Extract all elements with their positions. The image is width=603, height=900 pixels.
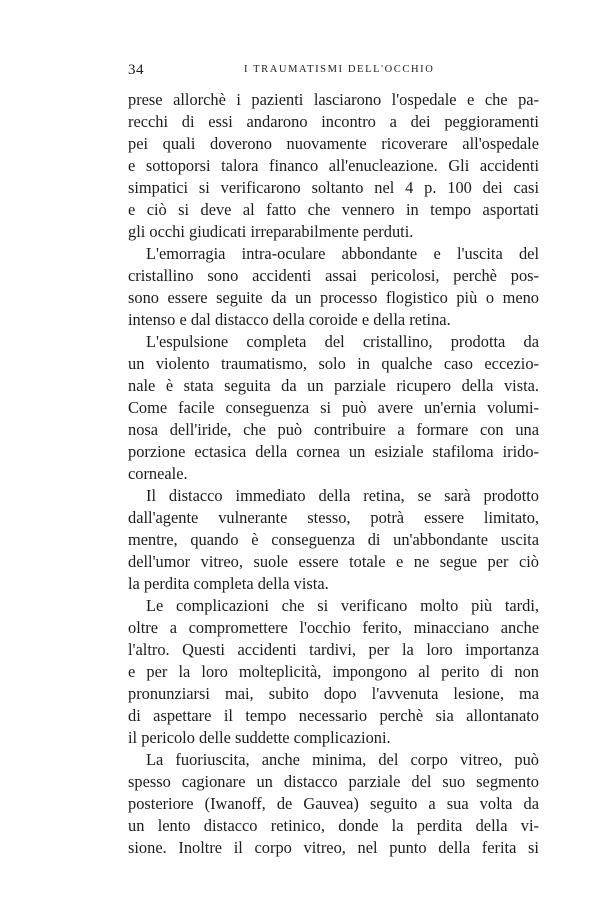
body-text <box>128 89 539 859</box>
text-line: La fuoriuscita, anche minima, del corpo vitreo, può <box>146 750 539 769</box>
text-line: Il distacco immediato della retina, se sarà prodotto <box>146 486 539 505</box>
text-line: pei quali doverono nuovamente ricoverare all'ospedale <box>128 134 539 153</box>
text-line: Come facile conseguenza si può avere un'ernia volumi- <box>128 398 539 417</box>
page-header <box>124 62 540 82</box>
text-line: il pericolo delle suddette complicazioni. <box>128 728 391 747</box>
text-line: recchi di essi andarono incontro a dei peggioramenti <box>128 112 539 131</box>
text-line: mentre, quando è conseguenza di un'abbondante uscita <box>128 530 539 549</box>
paragraph-2 <box>128 243 539 331</box>
text-line: gli occhi giudicati irreparabilmente perduti. <box>128 222 414 241</box>
running-head: I TRAUMATISMI DELL'OCCHIO <box>244 64 435 75</box>
paragraph-1 <box>128 89 539 243</box>
text-line: sione. Inoltre il corpo vitreo, nel punto della ferita si <box>128 838 539 857</box>
text-line: corneale. <box>128 464 188 483</box>
text-line: nosa dell'iride, che può contribuire a formare con una <box>128 420 539 439</box>
text-line: un lento distacco retinico, donde la perdita della vi- <box>128 816 539 835</box>
text-line: cristallino sono accidenti assai pericolosi, perchè pos- <box>128 266 539 285</box>
text-line: oltre a compromettere l'occhio ferito, minacciano anche <box>128 618 539 637</box>
text-line: dall'agente vulnerante stesso, potrà essere limitato, <box>128 508 539 527</box>
page-number: 34 <box>128 62 144 78</box>
paragraph-5 <box>128 595 539 749</box>
text-line: e sottoporsi talora financo all'enucleazione. Gli accidenti <box>128 156 539 175</box>
text-line: dell'umor vitreo, suole essere totale e ne segue per ciò <box>128 552 539 571</box>
text-line: e per la loro molteplicità, impongono al perito di non <box>128 662 539 681</box>
text-line: posteriore (Iwanoff, de Gauvea) seguito a sua volta da <box>128 794 539 813</box>
text-line: spesso cagionare un distacco parziale del suo segmento <box>128 772 539 791</box>
text-line: e ciò si deve al fatto che vennero in tempo asportati <box>128 200 539 219</box>
text-line: porzione ectasica della cornea un esiziale stafiloma irido- <box>128 442 539 461</box>
text-line: sono essere seguite da un processo flogistico più o meno <box>128 288 539 307</box>
text-line: prese allorchè i pazienti lasciarono l'ospedale e che pa- <box>128 90 539 109</box>
text-line: L'espulsione completa del cristallino, prodotta da <box>146 332 539 351</box>
text-line: l'altro. Questi accidenti tardivi, per la loro importanza <box>128 640 539 659</box>
text-line: Le complicazioni che si verificano molto più tardi, <box>146 596 539 615</box>
text-line: la perdita completa della vista. <box>128 574 329 593</box>
text-line: di aspettare il tempo necessario perchè sia allontanato <box>128 706 539 725</box>
text-line: intenso e dal distacco della coroide e della retina. <box>128 310 451 329</box>
paragraph-6 <box>128 749 539 859</box>
text-line: L'emorragia intra-oculare abbondante e l'uscita del <box>146 244 539 263</box>
text-line: nale è stata seguita da un parziale ricupero della vista. <box>128 376 539 395</box>
text-line: simpatici si verificarono soltanto nel 4 p. 100 dei casi <box>128 178 539 197</box>
paragraph-3 <box>128 331 539 485</box>
paragraph-4 <box>128 485 539 595</box>
text-line: un violento traumatismo, solo in qualche caso eccezio- <box>128 354 539 373</box>
text-line: pronunziarsi mai, subito dopo l'avvenuta lesione, ma <box>128 684 539 703</box>
